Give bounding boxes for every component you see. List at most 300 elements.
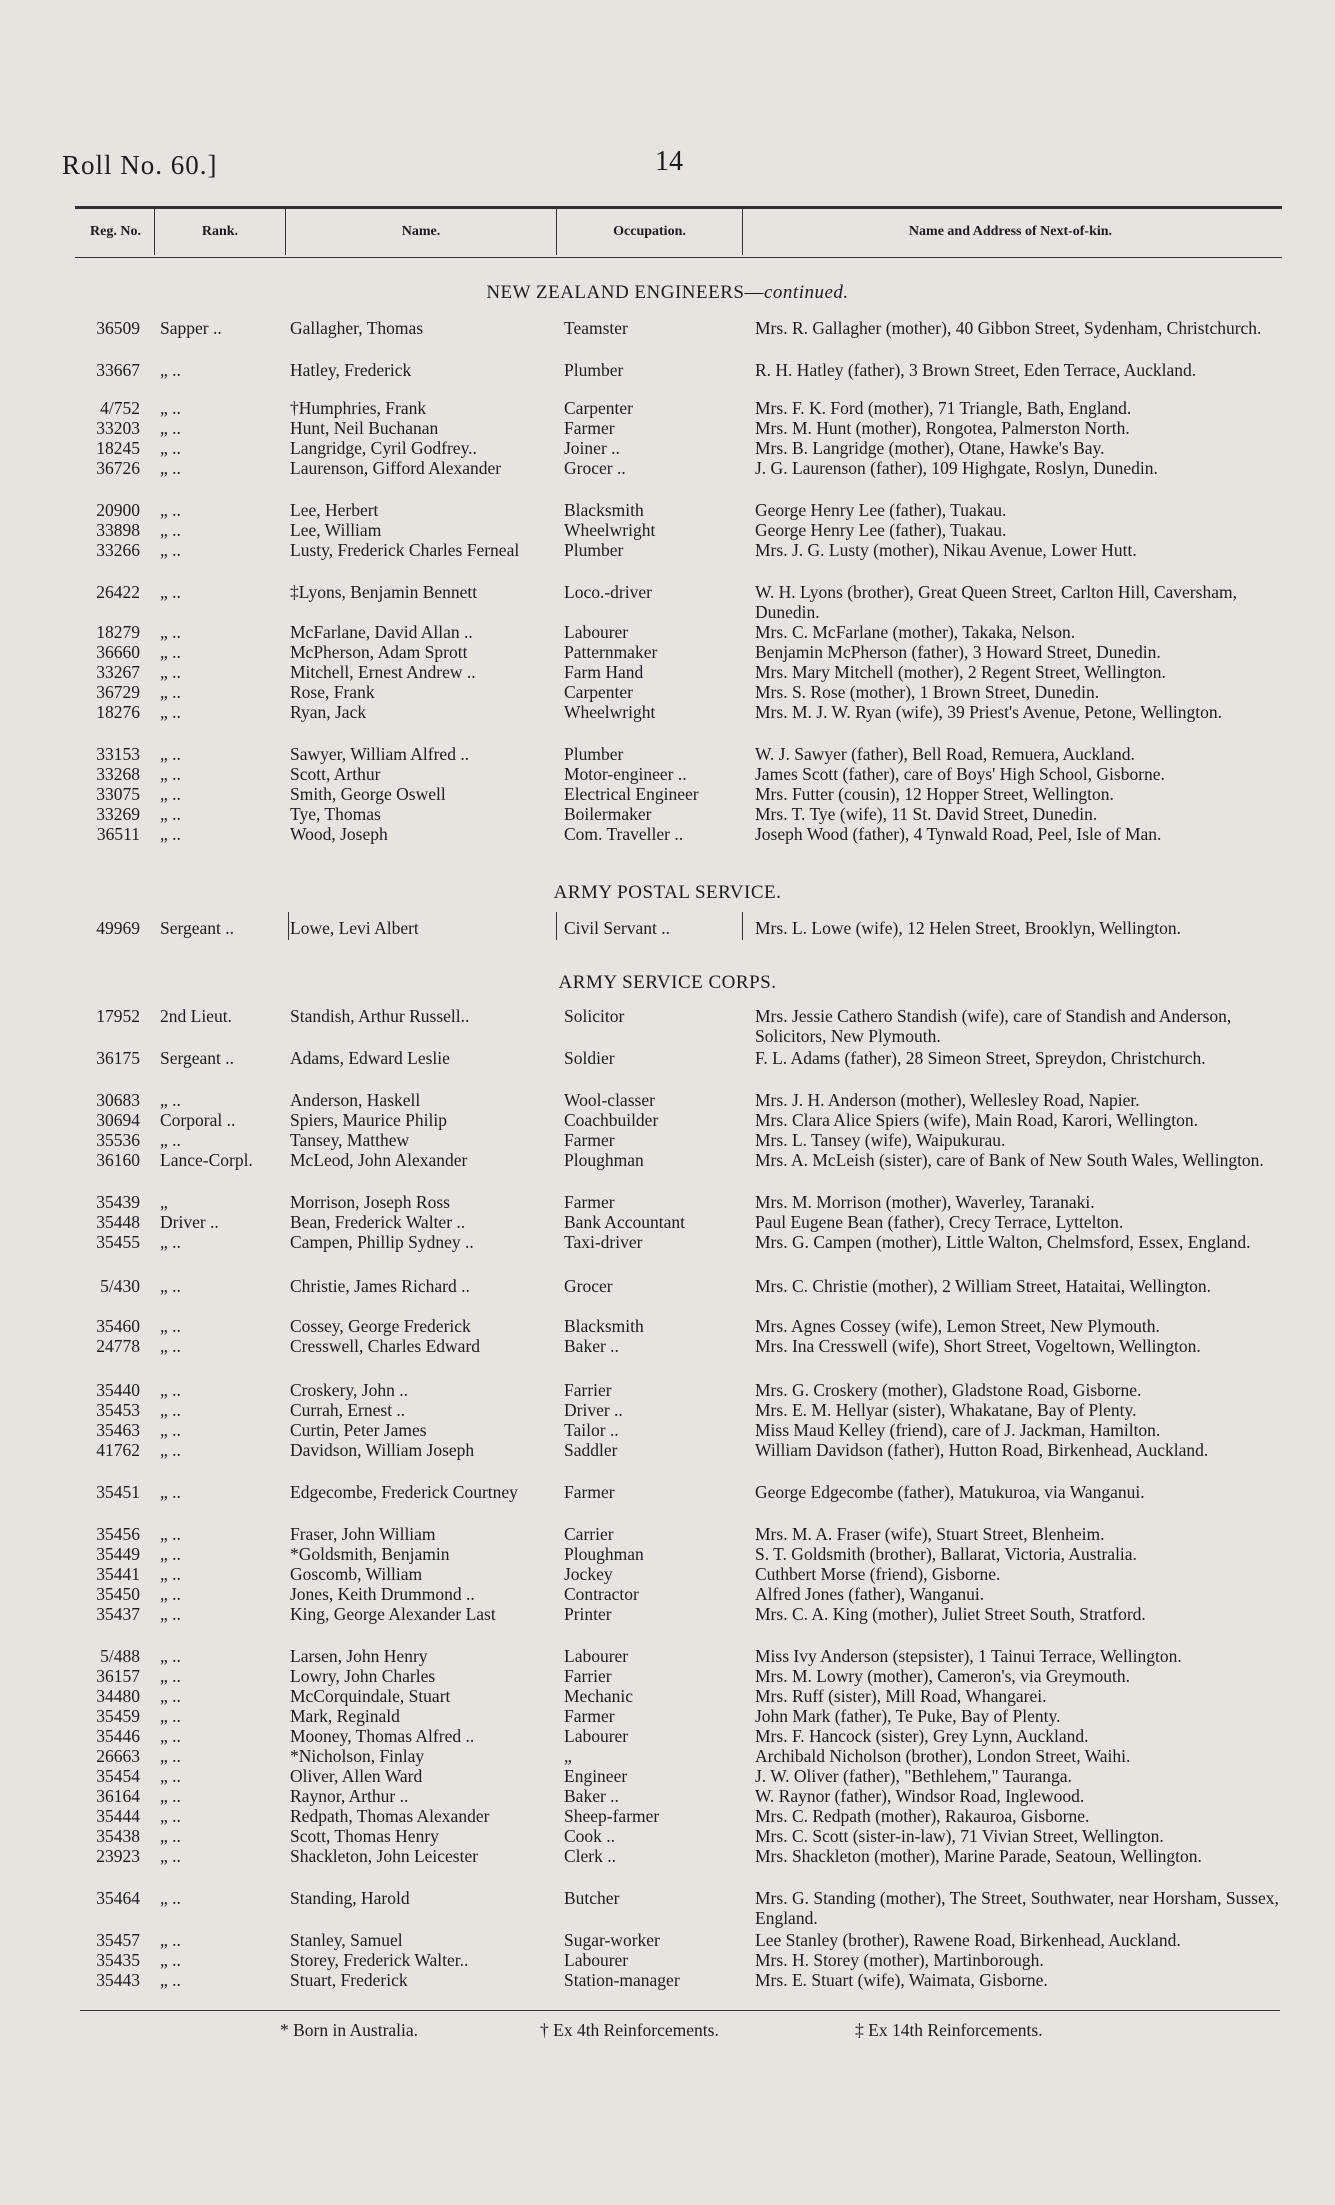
soldier-name: Lee, William — [290, 520, 382, 540]
occupation: Labourer — [564, 1950, 629, 1970]
section-title-suffix: continued. — [763, 282, 849, 303]
next-of-kin: Mrs. L. Lowe (wife), 12 Helen Street, Brooklyn, Wellington. — [755, 918, 1181, 938]
rank: „ .. — [160, 744, 181, 764]
occupation: Carpenter — [564, 398, 633, 418]
rank: „ .. — [160, 1604, 181, 1624]
next-of-kin: Mrs. E. Stuart (wife), Waimata, Gisborne. — [755, 1970, 1048, 1990]
rank: „ .. — [160, 1276, 181, 1296]
next-of-kin: Mrs. Agnes Cossey (wife), Lemon Street, New Plymouth. — [755, 1316, 1160, 1336]
occupation: Coachbuilder — [564, 1110, 659, 1130]
next-of-kin: Mrs. E. M. Hellyar (sister), Whakatane, Bay of Plenty. — [755, 1400, 1137, 1420]
reg-number: 33203 — [96, 418, 140, 438]
rank: „ — [160, 1192, 168, 1212]
reg-number: 35449 — [96, 1544, 140, 1564]
next-of-kin: James Scott (father), care of Boys' High School, Gisborne. — [755, 764, 1165, 784]
soldier-name: Langridge, Cyril Godfrey.. — [290, 438, 477, 458]
occupation: Carrier — [564, 1524, 614, 1544]
rank: „ .. — [160, 500, 181, 520]
next-of-kin: Cuthbert Morse (friend), Gisborne. — [755, 1564, 1001, 1584]
rank: „ .. — [160, 784, 181, 804]
reg-number: 35448 — [96, 1212, 140, 1232]
rank: „ .. — [160, 804, 181, 824]
next-of-kin: Mrs. C. McFarlane (mother), Takaka, Nelson. — [755, 622, 1076, 642]
next-of-kin: Mrs. Futter (cousin), 12 Hopper Street, Wellington. — [755, 784, 1114, 804]
soldier-name: Larsen, John Henry — [290, 1646, 428, 1666]
soldier-name: Standish, Arthur Russell.. — [290, 1006, 470, 1026]
soldier-name: Campen, Phillip Sydney .. — [290, 1232, 474, 1252]
soldier-name: Rose, Frank — [290, 682, 375, 702]
reg-number: 33667 — [96, 360, 140, 380]
reg-number: 18279 — [96, 622, 140, 642]
reg-number: 35450 — [96, 1584, 140, 1604]
soldier-name: Currah, Ernest .. — [290, 1400, 406, 1420]
occupation: Ploughman — [564, 1544, 644, 1564]
reg-number: 33267 — [96, 662, 140, 682]
reg-number: 49969 — [96, 918, 140, 938]
occupation: Driver .. — [564, 1400, 623, 1420]
next-of-kin: Mrs. L. Tansey (wife), Waipukurau. — [755, 1130, 1006, 1150]
occupation: Cook .. — [564, 1826, 616, 1846]
rank: „ .. — [160, 438, 181, 458]
next-of-kin: Mrs. Shackleton (mother), Marine Parade, Seatoun, Wellington. — [755, 1846, 1202, 1866]
occupation: Farmer — [564, 418, 615, 438]
soldier-name: Wood, Joseph — [290, 824, 388, 844]
next-of-kin: Mrs. F. Hancock (sister), Grey Lynn, Auckland. — [755, 1726, 1089, 1746]
rank: Lance-Corpl. — [160, 1150, 253, 1170]
reg-number: 36509 — [96, 318, 140, 338]
rank: „ .. — [160, 1400, 181, 1420]
reg-number: 36175 — [96, 1048, 140, 1068]
reg-number: 35443 — [96, 1970, 140, 1990]
occupation: Mechanic — [564, 1686, 633, 1706]
footnote-born-australia: * Born in Australia. — [280, 2020, 419, 2040]
occupation: Electrical Engineer — [564, 784, 699, 804]
reg-number: 35444 — [96, 1806, 140, 1826]
soldier-name: Cossey, George Frederick — [290, 1316, 471, 1336]
soldier-name: Fraser, John William — [290, 1524, 436, 1544]
occupation: Tailor .. — [564, 1420, 619, 1440]
occupation: Station-manager — [564, 1970, 680, 1990]
rank: „ .. — [160, 1130, 181, 1150]
occupation: Butcher — [564, 1888, 620, 1908]
reg-number: 35441 — [96, 1564, 140, 1584]
rank: „ .. — [160, 1706, 181, 1726]
occupation: Printer — [564, 1604, 612, 1624]
occupation: Plumber — [564, 360, 624, 380]
next-of-kin: Archibald Nicholson (brother), London Street, Waihi. — [755, 1746, 1131, 1766]
col-name: Name. — [401, 223, 441, 239]
reg-number: 35451 — [96, 1482, 140, 1502]
soldier-name: Goscomb, William — [290, 1564, 423, 1584]
next-of-kin: George Edgecombe (father), Matukuroa, via Wanganui. — [755, 1482, 1145, 1502]
occupation: Labourer — [564, 1726, 629, 1746]
next-of-kin: Mrs. M. Morrison (mother), Waverley, Taranaki. — [755, 1192, 1095, 1212]
next-of-kin: Mrs. C. Redpath (mother), Rakauroa, Gisborne. — [755, 1806, 1090, 1826]
rank: „ .. — [160, 1726, 181, 1746]
reg-number: 36511 — [96, 824, 140, 844]
page-number: 14 — [655, 146, 683, 177]
next-of-kin: Mrs. Ruff (sister), Mill Road, Whangarei. — [755, 1686, 1047, 1706]
next-of-kin: S. T. Goldsmith (brother), Ballarat, Victoria, Australia. — [755, 1544, 1137, 1564]
occupation: Grocer .. — [564, 458, 626, 478]
rank: „ .. — [160, 1584, 181, 1604]
soldier-name: Cresswell, Charles Edward — [290, 1336, 481, 1356]
soldier-name: Oliver, Allen Ward — [290, 1766, 423, 1786]
reg-number: 24778 — [96, 1336, 140, 1356]
soldier-name: Scott, Thomas Henry — [290, 1826, 439, 1846]
sep-name-occ — [556, 912, 557, 940]
occupation: Patternmaker — [564, 642, 658, 662]
next-of-kin: Mrs. G. Campen (mother), Little Walton, Chelmsford, Essex, England. — [755, 1232, 1251, 1252]
occupation: Boilermaker — [564, 804, 652, 824]
soldier-name: McCorquindale, Stuart — [290, 1686, 451, 1706]
section-title-text: ARMY POSTAL SERVICE. — [553, 882, 782, 903]
rank: „ .. — [160, 1090, 181, 1110]
footnote-ex-14th: ‡ Ex 14th Reinforcements. — [855, 2020, 1043, 2040]
occupation: Civil Servant .. — [564, 918, 670, 938]
next-of-kin: Mrs. H. Storey (mother), Martinborough. — [755, 1950, 1044, 1970]
next-of-kin: W. J. Sawyer (father), Bell Road, Remuera, Auckland. — [755, 744, 1135, 764]
next-of-kin: R. H. Hatley (father), 3 Brown Street, Eden Terrace, Auckland. — [755, 360, 1197, 380]
next-of-kin: F. L. Adams (father), 28 Simeon Street, Spreydon, Christchurch. — [755, 1048, 1206, 1068]
rank: Corporal .. — [160, 1110, 236, 1130]
soldier-name: McPherson, Adam Sprott — [290, 642, 468, 662]
occupation: Farmer — [564, 1192, 615, 1212]
reg-number: 18276 — [96, 702, 140, 722]
occupation: Farmer — [564, 1482, 615, 1502]
rank: „ .. — [160, 1482, 181, 1502]
soldier-name: Croskery, John .. — [290, 1380, 408, 1400]
soldier-name: Curtin, Peter James — [290, 1420, 427, 1440]
next-of-kin: Alfred Jones (father), Wanganui. — [755, 1584, 985, 1604]
occupation: Blacksmith — [564, 1316, 644, 1336]
reg-number: 26422 — [96, 582, 140, 602]
rank: „ .. — [160, 360, 181, 380]
reg-number: 35457 — [96, 1930, 140, 1950]
next-of-kin: Mrs. M. Hunt (mother), Rongotea, Palmerston North. — [755, 418, 1130, 438]
reg-number: 5/430 — [100, 1276, 140, 1296]
next-of-kin: Mrs. C. A. King (mother), Juliet Street South, Stratford. — [755, 1604, 1146, 1624]
soldier-name: Hunt, Neil Buchanan — [290, 418, 439, 438]
rank: „ .. — [160, 1686, 181, 1706]
col-occupation: Occupation. — [613, 223, 686, 239]
rank: „ .. — [160, 1564, 181, 1584]
next-of-kin: Mrs. Ina Cresswell (wife), Short Street, Vogeltown, Wellington. — [755, 1336, 1201, 1356]
occupation: Labourer — [564, 622, 629, 642]
next-of-kin: J. W. Oliver (father), "Bethlehem," Tauranga. — [755, 1766, 1072, 1786]
rank: „ .. — [160, 418, 181, 438]
next-of-kin: Mrs. M. Lowry (mother), Cameron's, via Greymouth. — [755, 1666, 1130, 1686]
next-of-kin: Miss Maud Kelley (friend), care of J. Jackman, Hamilton. — [755, 1420, 1161, 1440]
occupation: Motor-engineer .. — [564, 764, 687, 784]
reg-number: 36660 — [96, 642, 140, 662]
soldier-name: Hatley, Frederick — [290, 360, 412, 380]
reg-number: 35453 — [96, 1400, 140, 1420]
occupation: „ — [564, 1746, 572, 1766]
occupation: Clerk .. — [564, 1846, 617, 1866]
reg-number: 18245 — [96, 438, 140, 458]
reg-number: 5/488 — [100, 1646, 140, 1666]
rank: Sergeant .. — [160, 918, 235, 938]
rank: „ .. — [160, 1786, 181, 1806]
occupation: Loco.-driver — [564, 582, 652, 602]
rank: „ .. — [160, 764, 181, 784]
next-of-kin: Mrs. F. K. Ford (mother), 71 Triangle, Bath, England. — [755, 398, 1132, 418]
occupation: Engineer — [564, 1766, 628, 1786]
reg-number: 41762 — [96, 1440, 140, 1460]
rank: „ .. — [160, 1420, 181, 1440]
reg-number: 36160 — [96, 1150, 140, 1170]
next-of-kin: Joseph Wood (father), 4 Tynwald Road, Peel, Isle of Man. — [755, 824, 1162, 844]
next-of-kin: Mrs. G. Standing (mother), The Street, Southwater, near Horsham, Sussex, England. — [755, 1888, 1279, 1928]
occupation: Plumber — [564, 744, 624, 764]
rank: „ .. — [160, 642, 181, 662]
soldier-name: Laurenson, Gifford Alexander — [290, 458, 502, 478]
occupation: Plumber — [564, 540, 624, 560]
soldier-name: McLeod, John Alexander — [290, 1150, 468, 1170]
soldier-name: Raynor, Arthur .. — [290, 1786, 409, 1806]
reg-number: 33898 — [96, 520, 140, 540]
next-of-kin: Mrs. A. McLeish (sister), care of Bank of New South Wales, Wellington. — [755, 1150, 1264, 1170]
reg-number: 33268 — [96, 764, 140, 784]
rank: „ .. — [160, 1950, 181, 1970]
soldier-name: Smith, George Oswell — [290, 784, 446, 804]
soldier-name: Storey, Frederick Walter.. — [290, 1950, 469, 1970]
next-of-kin: John Mark (father), Te Puke, Bay of Plenty. — [755, 1706, 1061, 1726]
soldier-name: Lusty, Frederick Charles Ferneal — [290, 540, 520, 560]
occupation: Ploughman — [564, 1150, 644, 1170]
soldier-name: Gallagher, Thomas — [290, 318, 424, 338]
occupation: Farmer — [564, 1130, 615, 1150]
next-of-kin: Mrs. R. Gallagher (mother), 40 Gibbon Street, Sydenham, Christchurch. — [755, 318, 1262, 338]
next-of-kin: Mrs. Clara Alice Spiers (wife), Main Road, Karori, Wellington. — [755, 1110, 1198, 1130]
col-next-of-kin: Name and Address of Next-of-kin. — [908, 223, 1113, 239]
rank: „ .. — [160, 824, 181, 844]
reg-number: 35454 — [96, 1766, 140, 1786]
rank: „ .. — [160, 1746, 181, 1766]
soldier-name: Shackleton, John Leicester — [290, 1846, 479, 1866]
reg-number: 35456 — [96, 1524, 140, 1544]
soldier-name: Standing, Harold — [290, 1888, 410, 1908]
reg-number: 35463 — [96, 1420, 140, 1440]
next-of-kin: Mrs. G. Croskery (mother), Gladstone Road, Gisborne. — [755, 1380, 1142, 1400]
soldier-name: Sawyer, William Alfred .. — [290, 744, 470, 764]
soldier-name: Davidson, William Joseph — [290, 1440, 475, 1460]
section-title-postal — [0, 882, 1335, 904]
next-of-kin: Paul Eugene Bean (father), Crecy Terrace, Lyttelton. — [755, 1212, 1124, 1232]
occupation: Farrier — [564, 1380, 612, 1400]
section-title-text: NEW ZEALAND ENGINEERS— — [486, 282, 764, 303]
rank: „ .. — [160, 1846, 181, 1866]
rank: „ .. — [160, 662, 181, 682]
soldier-name: Lowe, Levi Albert — [290, 918, 419, 938]
reg-number: 33266 — [96, 540, 140, 560]
reg-number: 4/752 — [100, 398, 140, 418]
occupation: Solicitor — [564, 1006, 625, 1026]
reg-number: 35435 — [96, 1950, 140, 1970]
reg-number: 35446 — [96, 1726, 140, 1746]
next-of-kin: Mrs. B. Langridge (mother), Otane, Hawke's Bay. — [755, 438, 1105, 458]
next-of-kin: Mrs. C. Scott (sister-in-law), 71 Vivian Street, Wellington. — [755, 1826, 1164, 1846]
next-of-kin: George Henry Lee (father), Tuakau. — [755, 500, 1007, 520]
occupation: Bank Accountant — [564, 1212, 686, 1232]
soldier-name: Bean, Frederick Walter .. — [290, 1212, 466, 1232]
rank: „ .. — [160, 458, 181, 478]
next-of-kin: W. Raynor (father), Windsor Road, Inglewood. — [755, 1786, 1085, 1806]
soldier-name: Morrison, Joseph Ross — [290, 1192, 450, 1212]
rank: „ .. — [160, 1666, 181, 1686]
soldier-name: Lowry, John Charles — [290, 1666, 436, 1686]
soldier-name: Scott, Arthur — [290, 764, 381, 784]
reg-number: 35455 — [96, 1232, 140, 1252]
soldier-name: Spiers, Maurice Philip — [290, 1110, 447, 1130]
next-of-kin: Mrs. Jessie Cathero Standish (wife), care of Standish and Anderson, Solicitors, New Plymouth. — [755, 1006, 1232, 1046]
soldier-name: Lee, Herbert — [290, 500, 379, 520]
occupation: Farrier — [564, 1666, 612, 1686]
rank: „ .. — [160, 1930, 181, 1950]
occupation: Com. Traveller .. — [564, 824, 684, 844]
soldier-name: Tansey, Matthew — [290, 1130, 410, 1150]
next-of-kin: Mrs. Mary Mitchell (mother), 2 Regent Street, Wellington. — [755, 662, 1166, 682]
sep-rank-name — [288, 912, 289, 940]
soldier-name: Edgecombe, Frederick Courtney — [290, 1482, 518, 1502]
next-of-kin: Mrs. J. G. Lusty (mother), Nikau Avenue, Lower Hutt. — [755, 540, 1137, 560]
rank: „ .. — [160, 520, 181, 540]
occupation: Labourer — [564, 1646, 629, 1666]
footer-rule — [80, 2010, 1280, 2011]
reg-number: 35464 — [96, 1888, 140, 1908]
reg-number: 36164 — [96, 1786, 140, 1806]
col-reg-no: Reg. No. — [90, 223, 141, 239]
occupation: Wheelwright — [564, 702, 656, 722]
rank: „ .. — [160, 398, 181, 418]
reg-number: 30683 — [96, 1090, 140, 1110]
next-of-kin: Mrs. C. Christie (mother), 2 William Street, Hataitai, Wellington. — [755, 1276, 1212, 1296]
reg-number: 36157 — [96, 1666, 140, 1686]
header-bottom-rule — [75, 257, 1282, 258]
next-of-kin: George Henry Lee (father), Tuakau. — [755, 520, 1007, 540]
soldier-name: ‡Lyons, Benjamin Bennett — [290, 582, 478, 602]
reg-number: 35440 — [96, 1380, 140, 1400]
occupation: Contractor — [564, 1584, 639, 1604]
soldier-name: Anderson, Haskell — [290, 1090, 421, 1110]
occupation: Farmer — [564, 1706, 615, 1726]
reg-number: 23923 — [96, 1846, 140, 1866]
rank: Sergeant .. — [160, 1048, 235, 1068]
rank: „ .. — [160, 1232, 181, 1252]
occupation: Blacksmith — [564, 500, 644, 520]
reg-number: 35459 — [96, 1706, 140, 1726]
rank: „ .. — [160, 1380, 181, 1400]
rank: „ .. — [160, 1806, 181, 1826]
next-of-kin: W. H. Lyons (brother), Great Queen Street, Carlton Hill, Caversham, Dunedin. — [755, 582, 1237, 622]
reg-number: 30694 — [96, 1110, 140, 1130]
col-rank: Rank. — [201, 223, 239, 239]
occupation: Carpenter — [564, 682, 633, 702]
rank: „ .. — [160, 582, 181, 602]
reg-number: 26663 — [96, 1746, 140, 1766]
soldier-name: Stuart, Frederick — [290, 1970, 408, 1990]
rank: „ .. — [160, 622, 181, 642]
soldier-name: †Humphries, Frank — [290, 398, 427, 418]
next-of-kin: Lee Stanley (brother), Rawene Road, Birkenhead, Auckland. — [755, 1930, 1181, 1950]
next-of-kin: Mrs. T. Tye (wife), 11 St. David Street, Dunedin. — [755, 804, 1098, 824]
soldier-name: *Nicholson, Finlay — [290, 1746, 425, 1766]
occupation: Joiner .. — [564, 438, 620, 458]
footnote-ex-4th: † Ex 4th Reinforcements. — [540, 2020, 719, 2040]
soldier-name: Stanley, Samuel — [290, 1930, 403, 1950]
soldier-name: Adams, Edward Leslie — [290, 1048, 450, 1068]
reg-number: 35437 — [96, 1604, 140, 1624]
reg-number: 34480 — [96, 1686, 140, 1706]
reg-number: 35439 — [96, 1192, 140, 1212]
next-of-kin: J. G. Laurenson (father), 109 Highgate, Roslyn, Dunedin. — [755, 458, 1158, 478]
occupation: Taxi-driver — [564, 1232, 643, 1252]
occupation: Baker .. — [564, 1336, 619, 1356]
occupation: Saddler — [564, 1440, 618, 1460]
rank: „ .. — [160, 1544, 181, 1564]
rank: Sapper .. — [160, 318, 222, 338]
soldier-name: King, George Alexander Last — [290, 1604, 496, 1624]
soldier-name: Mark, Reginald — [290, 1706, 400, 1726]
soldier-name: McFarlane, David Allan .. — [290, 622, 473, 642]
next-of-kin: Mrs. S. Rose (mother), 1 Brown Street, Dunedin. — [755, 682, 1100, 702]
rank: „ .. — [160, 1646, 181, 1666]
next-of-kin: Miss Ivy Anderson (stepsister), 1 Tainui Terrace, Wellington. — [755, 1646, 1182, 1666]
reg-number: 35438 — [96, 1826, 140, 1846]
soldier-name: Tye, Thomas — [290, 804, 381, 824]
soldier-name: Jones, Keith Drummond .. — [290, 1584, 475, 1604]
reg-number: 33269 — [96, 804, 140, 824]
occupation: Teamster — [564, 318, 628, 338]
soldier-name: *Goldsmith, Benjamin — [290, 1544, 450, 1564]
occupation: Grocer — [564, 1276, 613, 1296]
rank: „ .. — [160, 1336, 181, 1356]
reg-number: 35460 — [96, 1316, 140, 1336]
occupation: Farm Hand — [564, 662, 644, 682]
reg-number: 20900 — [96, 500, 140, 520]
next-of-kin: Benjamin McPherson (father), 3 Howard Street, Dunedin. — [755, 642, 1161, 662]
soldier-name: Redpath, Thomas Alexander — [290, 1806, 490, 1826]
rank: „ .. — [160, 1826, 181, 1846]
rank: „ .. — [160, 1440, 181, 1460]
soldier-name: Mitchell, Ernest Andrew .. — [290, 662, 476, 682]
section-title-text: ARMY SERVICE CORPS. — [558, 972, 777, 993]
occupation: Wool-classer — [564, 1090, 655, 1110]
rank: 2nd Lieut. — [160, 1006, 232, 1026]
rank: „ .. — [160, 1970, 181, 1990]
occupation: Soldier — [564, 1048, 615, 1068]
occupation: Sheep-farmer — [564, 1806, 660, 1826]
rank: „ .. — [160, 702, 181, 722]
occupation: Sugar-worker — [564, 1930, 660, 1950]
next-of-kin: Mrs. J. H. Anderson (mother), Wellesley Road, Napier. — [755, 1090, 1140, 1110]
roll-number: Roll No. 60.] — [62, 150, 218, 180]
sep-occ-kin — [742, 912, 743, 940]
reg-number: 33075 — [96, 784, 140, 804]
soldier-name: Mooney, Thomas Alfred .. — [290, 1726, 475, 1746]
occupation: Baker .. — [564, 1786, 619, 1806]
reg-number: 36729 — [96, 682, 140, 702]
reg-number: 35536 — [96, 1130, 140, 1150]
occupation: Wheelwright — [564, 520, 656, 540]
soldier-name: Christie, James Richard .. — [290, 1276, 470, 1296]
next-of-kin: Mrs. M. A. Fraser (wife), Stuart Street, Blenheim. — [755, 1524, 1105, 1544]
rank: „ .. — [160, 540, 181, 560]
soldier-name: Ryan, Jack — [290, 702, 367, 722]
reg-number: 36726 — [96, 458, 140, 478]
rank: „ .. — [160, 1524, 181, 1544]
